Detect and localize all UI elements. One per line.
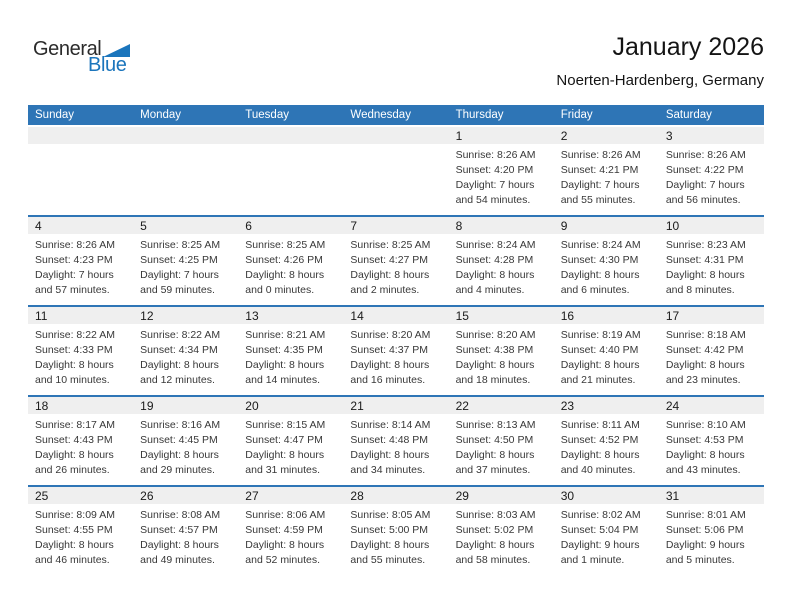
sunset-text: Sunset: 4:53 PM: [665, 434, 744, 446]
empty-day-details: [343, 144, 448, 208]
sunrise-text: Sunrise: 8:11 AM: [560, 419, 640, 431]
sunrise-text: Sunrise: 8:23 AM: [665, 239, 746, 251]
sunset-text: Sunset: 4:45 PM: [140, 434, 218, 446]
day-number-cell: [133, 397, 238, 415]
day-details: [659, 504, 764, 568]
day-number-cell: [449, 307, 554, 325]
day-details-row: [28, 414, 764, 478]
date-number: 5: [140, 219, 147, 233]
day-details: [449, 234, 554, 298]
sunrise-text: Sunrise: 8:13 AM: [455, 419, 536, 431]
day-details: [449, 504, 554, 568]
sunset-text: Sunset: 4:38 PM: [455, 344, 534, 356]
empty-day-cell: [238, 127, 343, 145]
day-number-cell: [28, 397, 133, 415]
date-number: 11: [35, 309, 48, 323]
day-details: [238, 324, 343, 388]
day-details: [554, 144, 659, 208]
day-number-cell: [449, 127, 554, 145]
day-details: [28, 504, 133, 568]
date-number: 10: [665, 219, 680, 233]
sunset-text: Sunset: 4:59 PM: [245, 524, 323, 536]
daylight-text: Daylight: 8 hours and 58 minutes.: [455, 539, 535, 566]
day-details: [554, 234, 659, 298]
sunset-text: Sunset: 4:20 PM: [455, 164, 534, 176]
sunrise-text: Sunrise: 8:01 AM: [665, 509, 746, 521]
daylight-text: Daylight: 7 hours and 57 minutes.: [35, 269, 114, 296]
day-number-cell: [659, 127, 764, 145]
day-number-cell: [449, 487, 554, 505]
sunrise-text: Sunrise: 8:26 AM: [455, 149, 536, 161]
date-number: 26: [140, 489, 154, 503]
date-number: 19: [140, 399, 154, 413]
empty-day-cell: [28, 127, 133, 145]
sunset-text: Sunset: 4:25 PM: [140, 254, 218, 266]
date-band-row: [28, 217, 764, 234]
day-number-cell: [28, 217, 133, 235]
day-details: [343, 234, 448, 298]
date-number: 20: [245, 399, 259, 413]
sunrise-text: Sunrise: 8:10 AM: [665, 419, 746, 431]
day-details: [28, 234, 133, 298]
weekday-header-row: [28, 105, 764, 125]
date-number: 25: [35, 489, 49, 503]
day-details-row: [28, 234, 764, 298]
day-number-cell: [343, 307, 448, 325]
week-row: [28, 125, 764, 215]
sunset-text: Sunset: 4:52 PM: [560, 434, 639, 446]
sunset-text: Sunset: 4:57 PM: [140, 524, 218, 536]
location-subtitle: Noerten-Hardenberg, Germany: [556, 72, 764, 89]
sunrise-text: Sunrise: 8:19 AM: [560, 329, 641, 341]
weekday-header-saturday: Saturday: [665, 109, 712, 121]
weekday-header-tuesday: Tuesday: [245, 109, 289, 121]
sunrise-text: Sunrise: 8:24 AM: [560, 239, 641, 251]
sunrise-text: Sunrise: 8:06 AM: [245, 509, 326, 521]
date-number: 12: [140, 309, 154, 323]
weekday-header-monday: Monday: [140, 109, 182, 121]
week-row: [28, 215, 764, 305]
day-number-cell: [449, 217, 554, 235]
daylight-text: Daylight: 8 hours and 46 minutes.: [35, 539, 114, 566]
daylight-text: Daylight: 8 hours and 21 minutes.: [560, 359, 640, 386]
logo-text-blue: Blue: [88, 54, 127, 76]
weekday-header-sunday: Sunday: [35, 109, 75, 121]
sunrise-text: Sunrise: 8:16 AM: [140, 419, 221, 431]
daylight-text: Daylight: 8 hours and 29 minutes.: [140, 449, 219, 476]
sunrise-text: Sunrise: 8:03 AM: [455, 509, 536, 521]
sunset-text: Sunset: 5:02 PM: [455, 524, 534, 536]
date-band-row: [28, 397, 764, 414]
daylight-text: Daylight: 8 hours and 16 minutes.: [350, 359, 430, 386]
sunrise-text: Sunrise: 8:17 AM: [35, 419, 115, 431]
sunset-text: Sunset: 4:35 PM: [245, 344, 323, 356]
day-number-cell: [659, 397, 764, 415]
date-number: 23: [560, 399, 575, 413]
date-number: 27: [245, 489, 259, 503]
sunset-text: Sunset: 4:40 PM: [560, 344, 639, 356]
day-number-cell: [554, 397, 659, 415]
date-band-row: [28, 127, 764, 144]
week-row: [28, 305, 764, 395]
day-number-cell: [238, 397, 343, 415]
sunrise-text: Sunrise: 8:08 AM: [140, 509, 221, 521]
sunset-text: Sunset: 4:21 PM: [560, 164, 639, 176]
sunset-text: Sunset: 4:47 PM: [245, 434, 323, 446]
sunset-text: Sunset: 4:31 PM: [665, 254, 744, 266]
day-details: [28, 414, 133, 478]
day-number-cell: [28, 487, 133, 505]
daylight-text: Daylight: 8 hours and 0 minutes.: [245, 269, 325, 296]
day-number-cell: [343, 217, 448, 235]
daylight-text: Daylight: 8 hours and 2 minutes.: [350, 269, 430, 296]
day-details-row: [28, 144, 764, 208]
sunset-text: Sunset: 4:33 PM: [35, 344, 113, 356]
day-details-row: [28, 504, 764, 568]
empty-day-cell: [343, 127, 448, 145]
daylight-text: Daylight: 8 hours and 49 minutes.: [140, 539, 219, 566]
sunset-text: Sunset: 5:04 PM: [560, 524, 639, 536]
day-number-cell: [449, 397, 554, 415]
day-details: [554, 324, 659, 388]
day-details: [554, 504, 659, 568]
daylight-text: Daylight: 8 hours and 52 minutes.: [245, 539, 325, 566]
date-number: 18: [35, 399, 49, 413]
daylight-text: Daylight: 8 hours and 34 minutes.: [350, 449, 430, 476]
day-details: [554, 414, 659, 478]
daylight-text: Daylight: 8 hours and 10 minutes.: [35, 359, 114, 386]
daylight-text: Daylight: 8 hours and 12 minutes.: [140, 359, 219, 386]
header-titles: [556, 33, 764, 89]
sunset-text: Sunset: 4:37 PM: [350, 344, 429, 356]
sunrise-text: Sunrise: 8:14 AM: [350, 419, 431, 431]
day-number-cell: [238, 307, 343, 325]
sunrise-text: Sunrise: 8:22 AM: [140, 329, 221, 341]
daylight-text: Daylight: 8 hours and 18 minutes.: [455, 359, 535, 386]
sunrise-text: Sunrise: 8:26 AM: [560, 149, 641, 161]
day-number-cell: [554, 307, 659, 325]
day-number-cell: [659, 487, 764, 505]
sunset-text: Sunset: 4:48 PM: [350, 434, 429, 446]
day-details: [659, 324, 764, 388]
daylight-text: Daylight: 8 hours and 43 minutes.: [665, 449, 745, 476]
day-details: [343, 324, 448, 388]
day-details: [659, 144, 764, 208]
date-number: 28: [350, 489, 364, 503]
day-number-cell: [554, 127, 659, 145]
day-details: [449, 144, 554, 208]
day-number-cell: [659, 307, 764, 325]
week-row: [28, 485, 764, 575]
date-number: 31: [665, 489, 680, 503]
date-number: 21: [350, 399, 364, 413]
day-number-cell: [343, 487, 448, 505]
sunrise-text: Sunrise: 8:20 AM: [350, 329, 431, 341]
day-details: [449, 324, 554, 388]
day-details: [659, 414, 764, 478]
day-details: [238, 504, 343, 568]
sunrise-text: Sunrise: 8:25 AM: [245, 239, 326, 251]
day-details-row: [28, 324, 764, 388]
sunrise-text: Sunrise: 8:18 AM: [665, 329, 746, 341]
sunrise-text: Sunrise: 8:21 AM: [245, 329, 326, 341]
daylight-text: Daylight: 9 hours and 5 minutes.: [665, 539, 745, 566]
day-details: [133, 234, 238, 298]
date-number: 1: [455, 129, 463, 143]
sunset-text: Sunset: 4:23 PM: [35, 254, 113, 266]
sunset-text: Sunset: 5:00 PM: [350, 524, 429, 536]
sunrise-text: Sunrise: 8:26 AM: [35, 239, 115, 251]
date-number: 6: [245, 219, 252, 233]
sunrise-text: Sunrise: 8:25 AM: [350, 239, 431, 251]
day-number-cell: [343, 397, 448, 415]
day-details: [28, 324, 133, 388]
daylight-text: Daylight: 7 hours and 59 minutes.: [140, 269, 219, 296]
day-details: [238, 234, 343, 298]
date-number: 16: [560, 309, 575, 323]
day-details: [343, 414, 448, 478]
daylight-text: Daylight: 7 hours and 54 minutes.: [455, 179, 535, 206]
date-number: 22: [455, 399, 469, 413]
week-row: [28, 395, 764, 485]
day-details: [659, 234, 764, 298]
day-details: [133, 324, 238, 388]
day-details: [238, 414, 343, 478]
day-details: [133, 414, 238, 478]
month-title: January 2026: [612, 33, 764, 61]
date-number: 15: [455, 309, 469, 323]
day-number-cell: [238, 487, 343, 505]
daylight-text: Daylight: 8 hours and 23 minutes.: [665, 359, 745, 386]
date-number: 24: [665, 399, 680, 413]
date-number: 29: [455, 489, 469, 503]
general-blue-logo: [33, 38, 130, 76]
daylight-text: Daylight: 8 hours and 40 minutes.: [560, 449, 640, 476]
daylight-text: Daylight: 7 hours and 56 minutes.: [665, 179, 745, 206]
date-number: 4: [35, 219, 42, 233]
sunrise-text: Sunrise: 8:02 AM: [560, 509, 641, 521]
sunset-text: Sunset: 5:06 PM: [665, 524, 744, 536]
empty-day-cell: [133, 127, 238, 145]
date-number: 17: [665, 309, 680, 323]
date-number: 9: [560, 219, 568, 233]
day-number-cell: [554, 487, 659, 505]
date-number: 3: [665, 129, 673, 143]
daylight-text: Daylight: 9 hours and 1 minute.: [560, 539, 640, 566]
sunset-text: Sunset: 4:43 PM: [35, 434, 113, 446]
day-number-cell: [133, 307, 238, 325]
sunset-text: Sunset: 4:22 PM: [665, 164, 744, 176]
date-number: 30: [560, 489, 575, 503]
sunrise-text: Sunrise: 8:05 AM: [350, 509, 431, 521]
sunrise-text: Sunrise: 8:24 AM: [455, 239, 536, 251]
empty-day-details: [238, 144, 343, 208]
sunset-text: Sunset: 4:42 PM: [665, 344, 744, 356]
weekday-header-wednesday: Wednesday: [350, 109, 411, 121]
date-band-row: [28, 487, 764, 504]
sunset-text: Sunset: 4:55 PM: [35, 524, 113, 536]
sunrise-text: Sunrise: 8:20 AM: [455, 329, 536, 341]
daylight-text: Daylight: 8 hours and 8 minutes.: [665, 269, 745, 296]
sunrise-text: Sunrise: 8:26 AM: [665, 149, 746, 161]
sunrise-text: Sunrise: 8:15 AM: [245, 419, 326, 431]
date-number: 8: [455, 219, 463, 233]
sunset-text: Sunset: 4:30 PM: [560, 254, 639, 266]
calendar-grid: [28, 105, 764, 575]
daylight-text: Daylight: 8 hours and 55 minutes.: [350, 539, 430, 566]
daylight-text: Daylight: 8 hours and 26 minutes.: [35, 449, 114, 476]
date-number: 7: [350, 219, 358, 233]
weekday-header-thursday: Thursday: [455, 109, 504, 121]
day-number-cell: [28, 307, 133, 325]
daylight-text: Daylight: 8 hours and 14 minutes.: [245, 359, 325, 386]
day-number-cell: [133, 217, 238, 235]
day-number-cell: [238, 217, 343, 235]
empty-day-details: [133, 144, 238, 208]
date-number: 13: [245, 309, 259, 323]
date-number: 2: [560, 129, 568, 143]
sunrise-text: Sunrise: 8:09 AM: [35, 509, 115, 521]
sunset-text: Sunset: 4:27 PM: [350, 254, 429, 266]
day-details: [343, 504, 448, 568]
day-details: [133, 504, 238, 568]
daylight-text: Daylight: 8 hours and 37 minutes.: [455, 449, 535, 476]
sunrise-text: Sunrise: 8:25 AM: [140, 239, 221, 251]
day-number-cell: [133, 487, 238, 505]
sunset-text: Sunset: 4:26 PM: [245, 254, 323, 266]
sunset-text: Sunset: 4:34 PM: [140, 344, 218, 356]
daylight-text: Daylight: 8 hours and 31 minutes.: [245, 449, 325, 476]
daylight-text: Daylight: 7 hours and 55 minutes.: [560, 179, 640, 206]
sunset-text: Sunset: 4:50 PM: [455, 434, 534, 446]
day-details: [449, 414, 554, 478]
date-number: 14: [350, 309, 364, 323]
daylight-text: Daylight: 8 hours and 6 minutes.: [560, 269, 640, 296]
logo-text-general: General: [33, 38, 102, 60]
day-number-cell: [659, 217, 764, 235]
empty-day-details: [28, 144, 133, 208]
sunrise-text: Sunrise: 8:22 AM: [35, 329, 115, 341]
date-band-row: [28, 307, 764, 324]
weekday-header-friday: Friday: [560, 109, 593, 121]
daylight-text: Daylight: 8 hours and 4 minutes.: [455, 269, 535, 296]
day-number-cell: [554, 217, 659, 235]
sunset-text: Sunset: 4:28 PM: [455, 254, 534, 266]
